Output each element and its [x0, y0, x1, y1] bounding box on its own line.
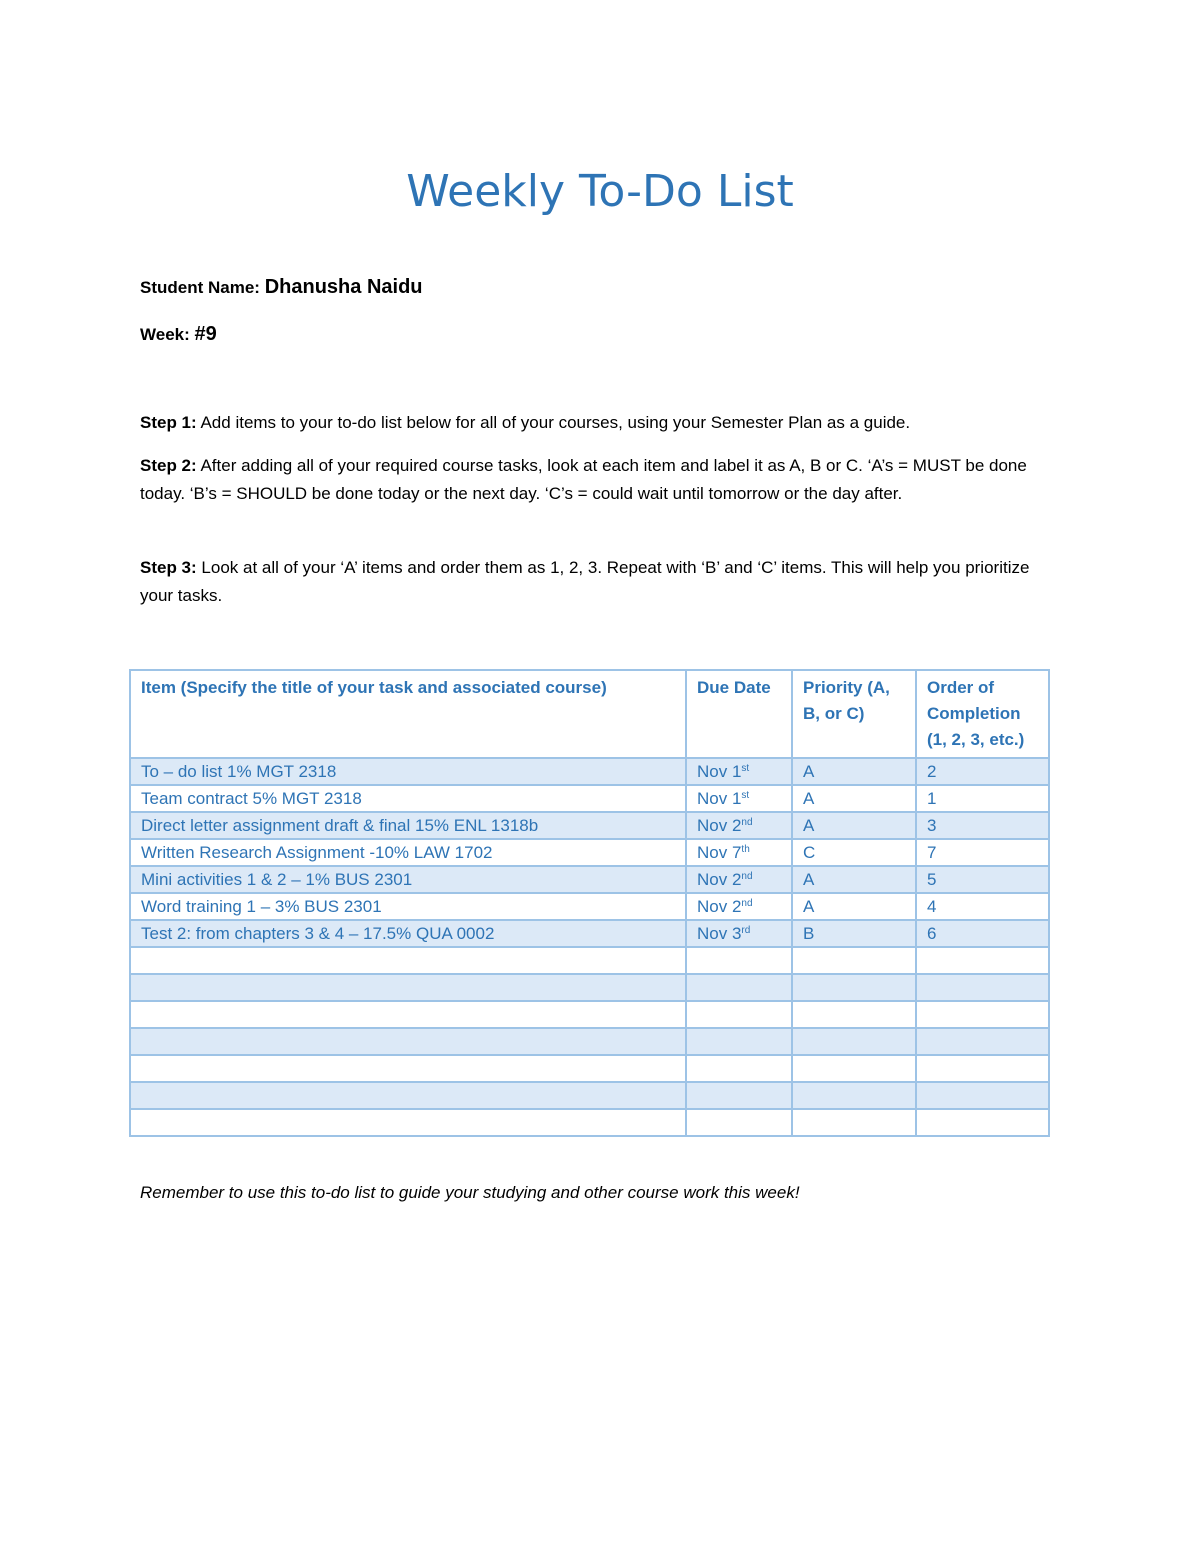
week-label: Week:	[140, 325, 190, 344]
step-3	[140, 554, 1060, 610]
cell-item[interactable]: Direct letter assignment draft & final 15% ENL 1318b	[130, 812, 686, 839]
due-date-suffix: nd	[741, 817, 753, 828]
step-2	[140, 452, 1060, 508]
cell-item[interactable]	[130, 1055, 686, 1082]
due-date-suffix: nd	[741, 871, 753, 882]
student-name-field	[140, 276, 423, 299]
cell-priority[interactable]	[792, 1082, 916, 1109]
due-date-text: Nov 2	[697, 870, 742, 889]
step-1	[140, 409, 1060, 437]
step-2-text: After adding all of your required course tasks, look at each item and label it as A, B or C. ‘A’s = MUST be done today. ‘B’s = SHOULD be done today or the next day. ‘C’s = could wait until tomorrow or the day after.	[140, 456, 1027, 503]
cell-due-date[interactable]	[686, 812, 792, 839]
cell-item[interactable]: Team contract 5% MGT 2318	[130, 785, 686, 812]
cell-due-date[interactable]	[686, 839, 792, 866]
cell-priority[interactable]: C	[792, 839, 916, 866]
cell-item[interactable]: To – do list 1% MGT 2318	[130, 758, 686, 785]
cell-order[interactable]: 1	[916, 785, 1049, 812]
cell-priority[interactable]: A	[792, 812, 916, 839]
cell-priority[interactable]: B	[792, 920, 916, 947]
due-date-text: Nov 3	[697, 924, 742, 943]
table-row-empty	[130, 974, 1049, 1001]
table-body	[130, 758, 1049, 1136]
due-date-text: Nov 1	[697, 762, 742, 781]
cell-item[interactable]	[130, 1001, 686, 1028]
cell-due-date[interactable]	[686, 893, 792, 920]
table-row	[130, 785, 1049, 812]
table-row-empty	[130, 1055, 1049, 1082]
cell-item[interactable]	[130, 974, 686, 1001]
page-title: Weekly To-Do List	[406, 166, 794, 217]
cell-item[interactable]	[130, 947, 686, 974]
due-date-text: Nov 1	[697, 789, 742, 808]
cell-order[interactable]	[916, 1109, 1049, 1136]
cell-order[interactable]	[916, 1055, 1049, 1082]
student-name-label: Student Name:	[140, 278, 260, 297]
cell-due-date[interactable]	[686, 1055, 792, 1082]
due-date-suffix: rd	[741, 925, 751, 936]
cell-order[interactable]: 6	[916, 920, 1049, 947]
footer-note: Remember to use this to-do list to guide your studying and other course work this week!	[140, 1183, 800, 1202]
week-value: #9	[194, 323, 217, 345]
cell-item[interactable]	[130, 1082, 686, 1109]
table-row	[130, 812, 1049, 839]
cell-order[interactable]: 7	[916, 839, 1049, 866]
due-date-suffix: st	[741, 790, 750, 801]
header-item: Item (Specify the title of your task and associated course)	[130, 670, 686, 758]
cell-order[interactable]: 4	[916, 893, 1049, 920]
table-row	[130, 893, 1049, 920]
table-row-empty	[130, 947, 1049, 974]
cell-priority[interactable]	[792, 1001, 916, 1028]
header-order: Order of Completion (1, 2, 3, etc.)	[916, 670, 1049, 758]
cell-priority[interactable]: A	[792, 866, 916, 893]
cell-order[interactable]: 3	[916, 812, 1049, 839]
table-row-empty	[130, 1109, 1049, 1136]
cell-due-date[interactable]	[686, 866, 792, 893]
cell-priority[interactable]	[792, 1109, 916, 1136]
step-3-label: Step 3:	[140, 558, 197, 577]
due-date-suffix: nd	[741, 898, 753, 909]
cell-priority[interactable]	[792, 947, 916, 974]
cell-order[interactable]	[916, 1001, 1049, 1028]
cell-item[interactable]	[130, 1028, 686, 1055]
cell-priority[interactable]: A	[792, 893, 916, 920]
step-2-label: Step 2:	[140, 456, 197, 475]
todo-table	[129, 669, 1050, 1137]
cell-due-date[interactable]	[686, 1001, 792, 1028]
cell-order[interactable]: 5	[916, 866, 1049, 893]
due-date-text: Nov 2	[697, 816, 742, 835]
cell-priority[interactable]	[792, 1028, 916, 1055]
cell-item[interactable]: Word training 1 – 3% BUS 2301	[130, 893, 686, 920]
step-1-label: Step 1:	[140, 413, 197, 432]
cell-due-date[interactable]	[686, 1109, 792, 1136]
cell-order[interactable]	[916, 1082, 1049, 1109]
cell-due-date[interactable]	[686, 920, 792, 947]
cell-item[interactable]: Test 2: from chapters 3 & 4 – 17.5% QUA 0002	[130, 920, 686, 947]
due-date-suffix: th	[741, 844, 750, 855]
cell-due-date[interactable]	[686, 758, 792, 785]
table-row	[130, 839, 1049, 866]
header-due-date: Due Date	[686, 670, 792, 758]
cell-priority[interactable]	[792, 974, 916, 1001]
table-header-row	[130, 670, 1049, 758]
cell-order[interactable]	[916, 1028, 1049, 1055]
table-row	[130, 866, 1049, 893]
table-row	[130, 920, 1049, 947]
due-date-text: Nov 2	[697, 897, 742, 916]
due-date-suffix: st	[741, 763, 750, 774]
student-name-value: Dhanusha Naidu	[264, 276, 423, 298]
cell-item[interactable]: Written Research Assignment -10% LAW 1702	[130, 839, 686, 866]
table-row-empty	[130, 1082, 1049, 1109]
cell-order[interactable]: 2	[916, 758, 1049, 785]
cell-item[interactable]: Mini activities 1 & 2 – 1% BUS 2301	[130, 866, 686, 893]
table-row	[130, 758, 1049, 785]
cell-due-date[interactable]	[686, 785, 792, 812]
header-priority: Priority (A, B, or C)	[792, 670, 916, 758]
cell-due-date[interactable]	[686, 974, 792, 1001]
cell-item[interactable]	[130, 1109, 686, 1136]
cell-priority[interactable]	[792, 1055, 916, 1082]
due-date-text: Nov 7	[697, 843, 742, 862]
table-row-empty	[130, 1001, 1049, 1028]
step-3-text: Look at all of your ‘A’ items and order them as 1, 2, 3. Repeat with ‘B’ and ‘C’ items. This will help you prioritize your tasks.	[140, 558, 1030, 605]
cell-priority[interactable]: A	[792, 785, 916, 812]
week-field	[140, 323, 217, 346]
cell-due-date[interactable]	[686, 1082, 792, 1109]
step-1-text: Add items to your to-do list below for all of your courses, using your Semester Plan as a guide.	[196, 413, 911, 432]
cell-order[interactable]	[916, 947, 1049, 974]
cell-due-date[interactable]	[686, 947, 792, 974]
table-row-empty	[130, 1028, 1049, 1055]
cell-due-date[interactable]	[686, 1028, 792, 1055]
cell-order[interactable]	[916, 974, 1049, 1001]
cell-priority[interactable]: A	[792, 758, 916, 785]
